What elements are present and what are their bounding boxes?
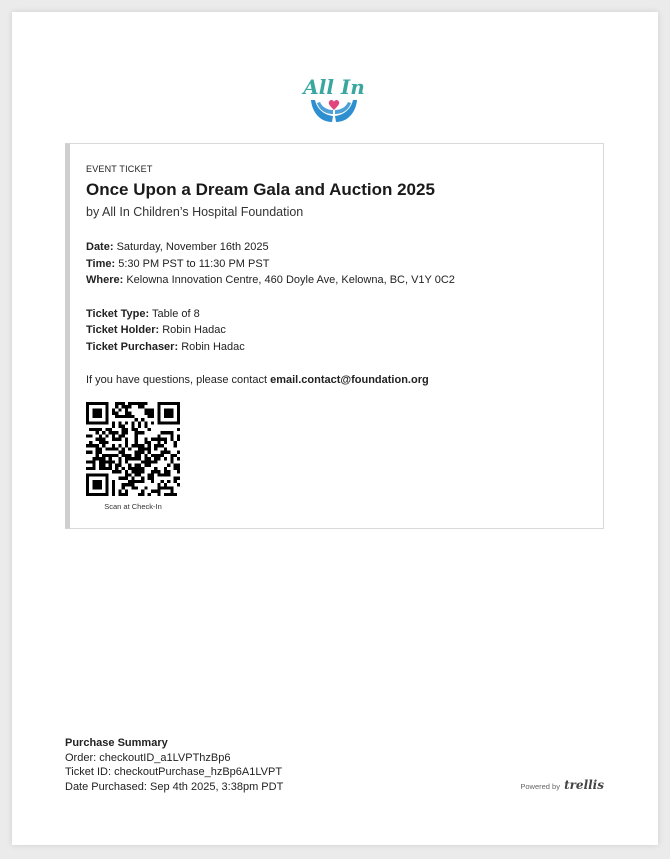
type-value: Table of 8 <box>152 307 200 320</box>
event-ticket-card <box>65 143 604 529</box>
event-date <box>86 239 587 256</box>
summary-heading: Purchase Summary <box>65 737 168 749</box>
time-label: Time: <box>86 257 116 270</box>
summary-order: Order: checkoutID_a1LVPThzBp6 <box>65 751 231 764</box>
purchaser-value: Robin Hadac <box>181 340 245 353</box>
logo-text: All In <box>303 75 365 99</box>
all-in-logo <box>303 70 365 132</box>
ticket-purchaser <box>86 339 587 356</box>
trellis-logo: trellis <box>564 778 604 792</box>
event-time <box>86 256 587 273</box>
holder-label: Ticket Holder: <box>86 324 160 336</box>
time-value: 5:30 PM PST to 11:30 PM PST <box>118 257 270 270</box>
date-value: Saturday, November 16th 2025 <box>116 241 269 253</box>
ticket-page <box>12 12 658 845</box>
contact-prefix: If you have questions, please contact <box>86 374 268 386</box>
where-value: Kelowna Innovation Centre, 460 Doyle Ave, Kelowna, BC, V1Y 0C2 <box>126 274 455 286</box>
where-label: Where: <box>86 274 124 286</box>
ticket-details <box>86 306 587 356</box>
summary-ticket-id: Ticket ID: checkoutPurchase_hzBp6A1LVPT <box>65 766 283 778</box>
holder-value: Robin Hadac <box>162 324 226 336</box>
qr-code <box>86 402 180 496</box>
ticket-eyebrow: EVENT TICKET <box>86 164 153 174</box>
purchase-summary <box>65 736 283 794</box>
type-label: Ticket Type: <box>86 307 150 320</box>
qr-modules <box>86 402 180 496</box>
ticket-type <box>86 306 587 323</box>
ticket-holder <box>86 322 587 339</box>
event-details <box>86 239 587 289</box>
qr-code-block <box>86 402 182 511</box>
powered-by-text: Powered by <box>520 782 560 791</box>
purchaser-label: Ticket Purchaser: <box>86 340 179 353</box>
event-title: Once Upon a Dream Gala and Auction 2025 <box>86 180 435 199</box>
event-organizer: by All In Children’s Hospital Foundation <box>86 205 304 219</box>
summary-date-purchased: Date Purchased: Sep 4th 2025, 3:38pm PDT <box>65 780 284 793</box>
date-label: Date: <box>86 241 114 253</box>
qr-caption: Scan at Check-In <box>104 502 162 511</box>
powered-by <box>520 778 604 792</box>
event-location <box>86 272 587 289</box>
hands-heart-icon <box>303 70 365 132</box>
contact-line <box>86 372 587 389</box>
contact-email: email.contact@foundation.org <box>270 374 429 386</box>
